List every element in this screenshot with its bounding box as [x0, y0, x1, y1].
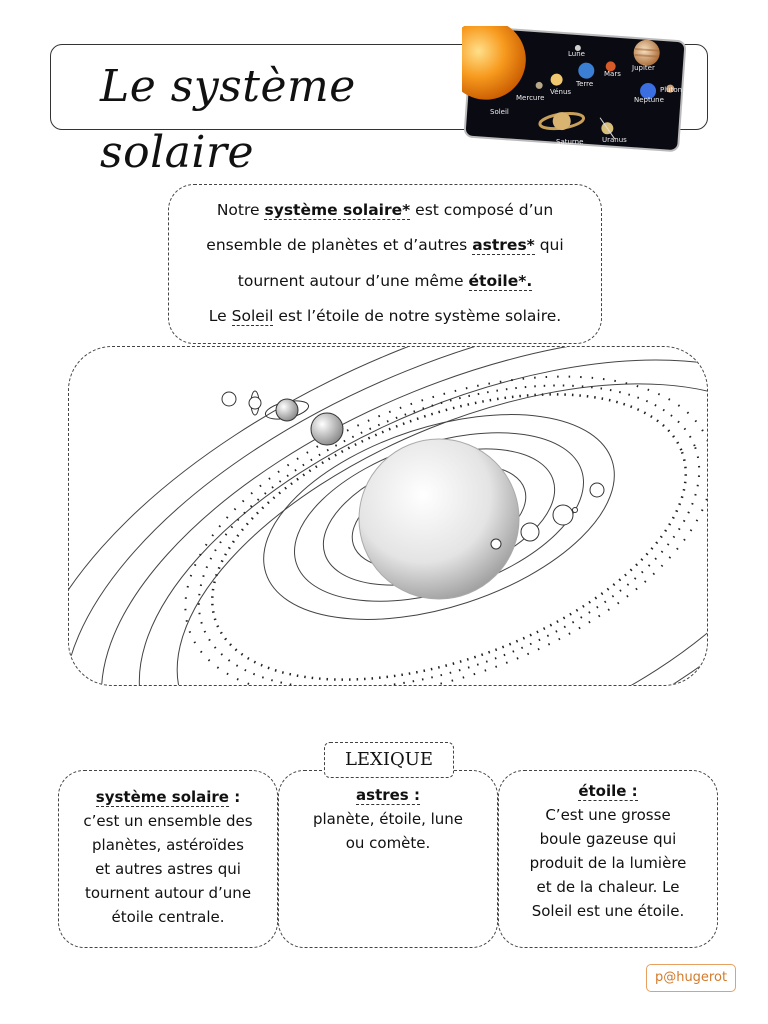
definition-line: étoile centrale.	[111, 908, 225, 926]
lexique-term: étoile :	[578, 782, 638, 800]
lexique-term: astres :	[356, 786, 420, 804]
definition-line: boule gazeuse qui	[539, 830, 677, 848]
word-soleil: Soleil	[231, 307, 274, 325]
solar-system-photo	[462, 26, 690, 152]
definition-line: ou comète.	[345, 834, 431, 852]
lexique-card-systeme-solaire: système solaire : c’est un ensemble des planètes, astéroïdes et autres astres qui tournent autour d’une étoile centrale.	[58, 770, 278, 948]
label-venus: Vénus	[550, 88, 572, 96]
definition-line: C’est une grosse	[545, 806, 671, 824]
definition-line: c’est un ensemble des	[83, 812, 253, 830]
credit-badge: p@hugerot	[646, 964, 736, 992]
keyword-systeme-solaire: système solaire*	[264, 201, 411, 219]
lexique-term: système solaire	[95, 788, 229, 806]
label-pluton: Pluton	[660, 86, 683, 94]
label-uranus: Uranus	[602, 136, 627, 144]
solar-system-diagram	[68, 346, 708, 686]
label-saturne: Saturne	[556, 138, 584, 146]
definition-line: produit de la lumière	[529, 854, 687, 872]
label-terre: Terre	[576, 80, 594, 88]
lexique-card-astres	[278, 770, 498, 948]
intro-line-4: Le Soleil est l’étoile de notre système solaire.	[208, 307, 562, 325]
intro-line-3: tournent autour d’une même étoile*.	[237, 272, 533, 290]
definition-line: Soleil est une étoile.	[531, 902, 685, 920]
lexique-heading: LEXIQUE	[324, 742, 454, 778]
keyword-astres: astres*	[472, 236, 535, 254]
label-jupiter: Jupiter	[632, 64, 655, 72]
orbit-drawing	[69, 347, 708, 686]
intro-line-1: Notre système solaire* est composé d’un	[216, 201, 554, 219]
definition-line: planètes, astéroïdes	[92, 836, 244, 854]
definition-line: et de la chaleur. Le	[536, 878, 680, 896]
definition-line: planète, étoile, lune	[312, 810, 464, 828]
intro-line-2: ensemble de planètes et d’autres astres* qui	[206, 236, 564, 254]
lexique-card-etoile	[498, 770, 718, 948]
label-mars: Mars	[604, 70, 621, 78]
label-mercure: Mercure	[516, 94, 545, 102]
label-soleil: Soleil	[490, 108, 509, 116]
definition-line: et autres astres qui	[95, 860, 241, 878]
label-lune: Lune	[568, 50, 585, 58]
definition-line: tournent autour d’une	[84, 884, 252, 902]
label-neptune: Neptune	[634, 96, 664, 104]
page-title: Le système solaire	[100, 61, 356, 178]
keyword-etoile: étoile*.	[468, 272, 533, 290]
